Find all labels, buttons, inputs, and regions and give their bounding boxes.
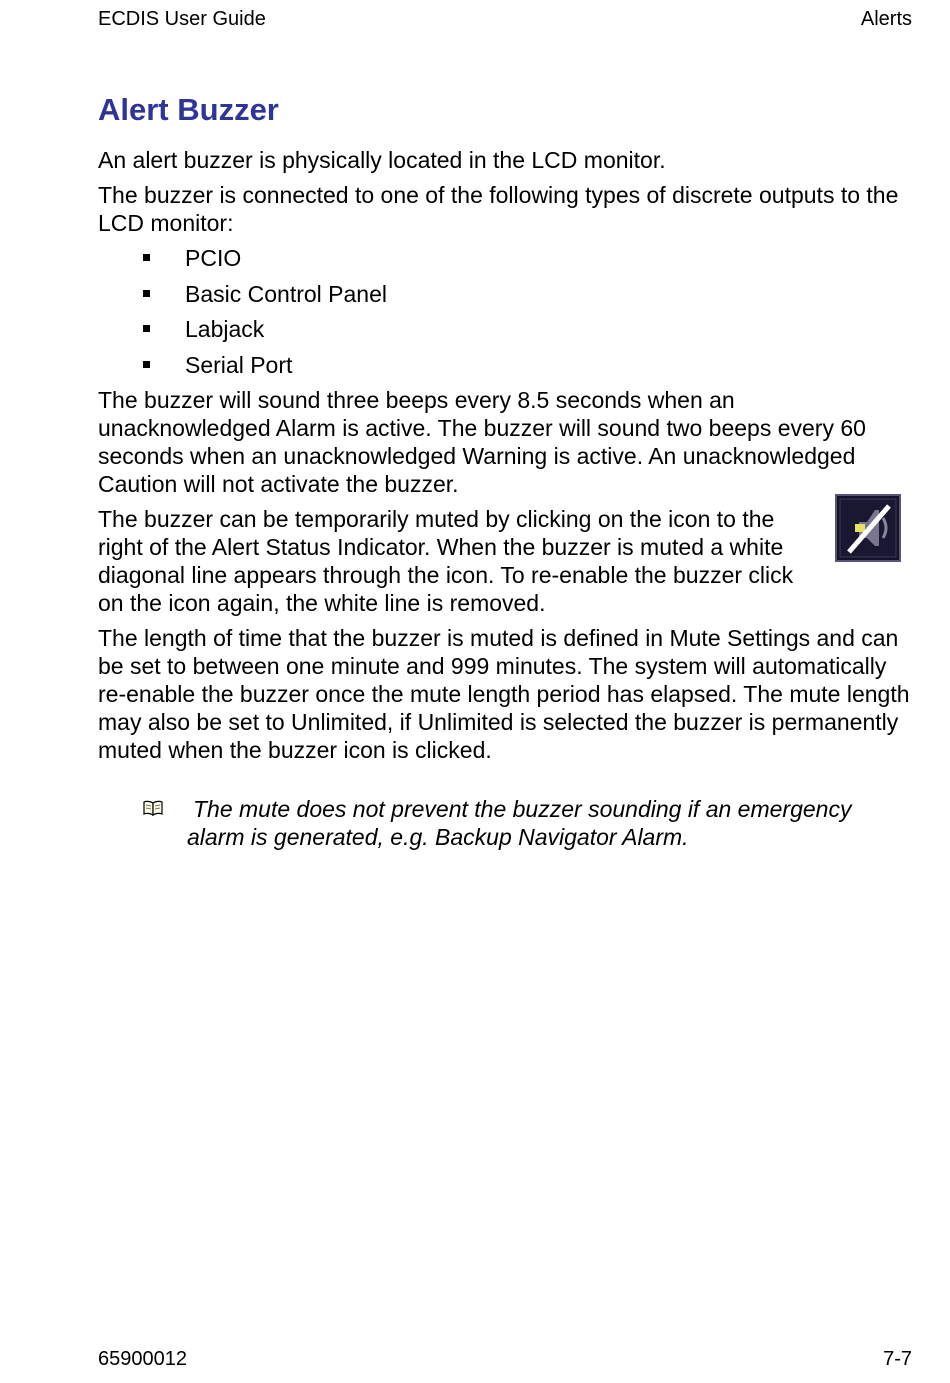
header-chapter-name: Alerts bbox=[860, 8, 912, 30]
page-footer bbox=[98, 1346, 912, 1372]
note-text bbox=[187, 795, 912, 851]
header-document-title: ECDIS User Guide bbox=[98, 8, 266, 30]
list-item-label: Labjack bbox=[185, 316, 265, 342]
list-item bbox=[98, 244, 912, 272]
paragraph-beep-behavior: The buzzer will sound three beeps every 8.5 seconds when an unacknowledged Alarm is active. The buzzer will sound two beeps every 60 seconds when an unacknowledged Warning is active. An unacknowledged Caution will not activate the buzzer. bbox=[98, 387, 866, 497]
document-number: 65900012 bbox=[98, 1348, 187, 1370]
output-types-list bbox=[98, 244, 912, 379]
list-item bbox=[98, 351, 912, 379]
buzzer-muted-glyph bbox=[837, 496, 899, 560]
list-item-label: Basic Control Panel bbox=[185, 280, 387, 307]
page-header bbox=[98, 6, 912, 32]
paragraph-mute-instructions: The buzzer can be temporarily muted by clicking on the icon to the right of the Alert Status Indicator. When the buzzer is muted a white diagonal line appears through the icon. To re-enable the buzzer click on the icon again, the white line is removed. bbox=[98, 506, 794, 616]
list-item-label: PCIO bbox=[185, 245, 242, 271]
section-title: Alert Buzzer bbox=[98, 92, 279, 127]
bullet-icon bbox=[143, 290, 150, 297]
list-item-label: Serial Port bbox=[185, 351, 293, 378]
paragraph-buzzer-connection: The buzzer is connected to one of the following types of discrete outputs to the LCD monitor: bbox=[98, 182, 899, 236]
bullet-icon bbox=[143, 254, 150, 261]
note-text-content: The mute does not prevent the buzzer sounding if an emergency alarm is generated, e.g. Backup Navigator Alarm. bbox=[187, 796, 852, 850]
mute-description-row bbox=[98, 505, 912, 617]
bullet-icon bbox=[143, 325, 150, 332]
page-number: 7-7 bbox=[883, 1348, 912, 1370]
list-item bbox=[98, 280, 912, 308]
paragraph-mute-duration: The length of time that the buzzer is muted is defined in Mute Settings and can be set to between one minute and 999 minutes. The system will automatically re-enable the buzzer once the mute length period has elapsed. The mute length may also be set to Unlimited, if Unlimited is selected the buzzer is permanently muted when the buzzer icon is clicked. bbox=[98, 625, 910, 763]
buzzer-muted-icon bbox=[835, 494, 901, 562]
bullet-icon bbox=[143, 361, 150, 368]
list-item bbox=[98, 315, 912, 343]
note-block bbox=[98, 795, 912, 851]
paragraph-buzzer-location: An alert buzzer is physically located in the LCD monitor. bbox=[98, 147, 666, 173]
main-content bbox=[98, 146, 912, 851]
book-icon bbox=[142, 799, 164, 817]
